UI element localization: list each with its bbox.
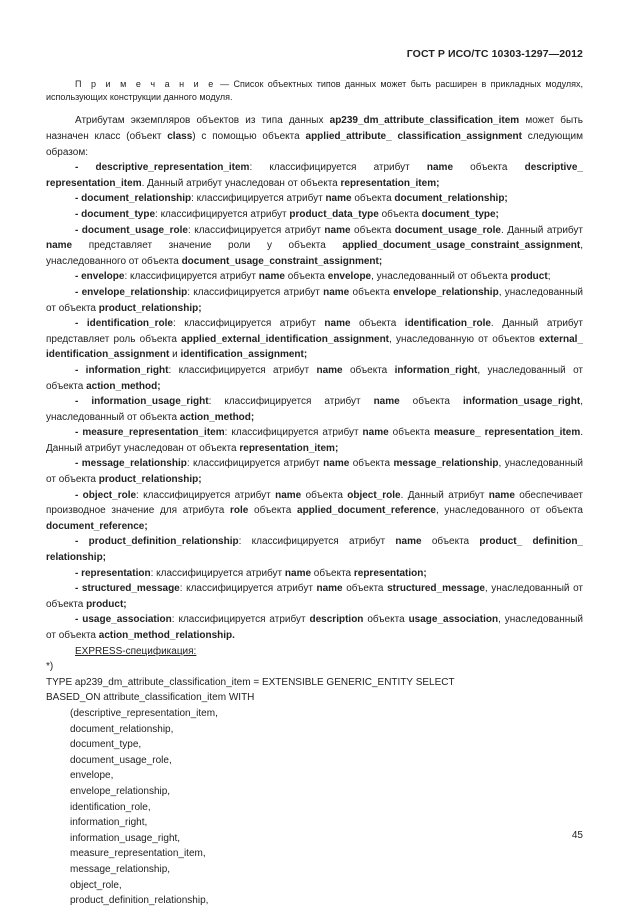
item-term: applied_external_identification_assignment xyxy=(181,333,390,345)
item-term: - identification_role xyxy=(75,318,173,330)
item-text: обеспечивает производное значение для атрибута xyxy=(46,489,583,517)
item-term: product xyxy=(510,271,548,283)
code-line: *) xyxy=(46,661,54,673)
item-term: - product_definition_relationship xyxy=(75,536,239,548)
code-line: (descriptive_representation_item, xyxy=(70,707,218,719)
item-text: объекта xyxy=(363,614,409,626)
item-term: - representation xyxy=(75,567,151,579)
classification-item xyxy=(46,488,583,535)
item-text: объекта xyxy=(453,162,525,174)
item-text: : классифицируется атрибут xyxy=(124,271,259,283)
item-text: : классифицируется атрибут xyxy=(172,318,325,330)
item-term: name xyxy=(373,396,400,408)
item-text: объекта xyxy=(350,224,395,236)
note-text: — Список объектных типов данных может быть расширен в прикладных модулях, использующих конструкции данного модуля. xyxy=(46,79,584,103)
item-term: - information_usage_right xyxy=(75,396,209,408)
item-term: name xyxy=(284,567,312,579)
item-term: - descriptive_representation_item xyxy=(75,162,250,174)
item-term: - usage_association xyxy=(75,614,172,626)
classification-item xyxy=(46,425,583,456)
item-text: объекта xyxy=(378,208,422,220)
item-text: : классифицируется атрибут xyxy=(155,208,290,220)
item-text: , унаследованного от объекта xyxy=(46,240,583,267)
item-term: - document_relationship xyxy=(75,193,192,205)
classification-item xyxy=(46,316,583,363)
classification-item xyxy=(46,612,583,643)
item-text: объекта xyxy=(350,318,405,330)
code-line: BASED_ON attribute_classification_item WITH xyxy=(46,692,255,704)
intro-text: может быть назначен класс (объект xyxy=(46,115,583,142)
item-term: name xyxy=(426,162,454,174)
item-term: action_method; xyxy=(179,411,255,423)
item-term: name xyxy=(258,271,285,283)
document-header: ГОСТ Р ИСО/ТС 10303-1297—2012 xyxy=(406,48,583,60)
item-term: envelope_relationship xyxy=(393,286,499,298)
item-term: applied_document_usage_constraint_assignment xyxy=(342,240,581,252)
item-text: , унаследованный от объекта xyxy=(46,583,583,610)
item-term: document_reference; xyxy=(46,520,148,532)
code-line: product_definition_relationship, xyxy=(70,895,209,907)
item-text: , унаследованный от объекта xyxy=(46,364,583,392)
item-text: : классифицируется атрибут xyxy=(136,489,276,501)
item-text: объекта xyxy=(342,583,388,595)
item-text: : классифицируется атрибут xyxy=(249,162,427,174)
item-text: объекта xyxy=(399,396,463,408)
item-text: объекта xyxy=(342,364,395,376)
item-text: : классифицируется атрибут xyxy=(179,583,317,595)
code-line: document_relationship, xyxy=(70,723,174,735)
express-spec-label: EXPRESS-спецификация: xyxy=(75,645,197,657)
item-term: structured_message xyxy=(387,583,485,595)
code-line: envelope_relationship, xyxy=(70,785,171,797)
item-term: action_method; xyxy=(86,380,161,392)
item-term: descriptive_ representation_item xyxy=(46,162,583,189)
item-term: information_usage_right xyxy=(462,396,581,408)
classification-item xyxy=(46,191,583,207)
item-text: : классифицируется атрибут xyxy=(186,458,324,470)
page-number: 45 xyxy=(571,830,583,841)
item-text: , унаследованного от объекта xyxy=(435,505,583,517)
item-text: , унаследованный от объекта xyxy=(46,286,583,314)
intro-term: ap239_dm_attribute_classification_item xyxy=(329,115,520,127)
item-term: description xyxy=(309,614,364,626)
item-term: name xyxy=(325,193,352,205)
item-text: объекта xyxy=(421,536,480,548)
item-text: : классифицируется атрибут xyxy=(238,536,396,548)
item-text: ; xyxy=(547,271,551,283)
item-term: identification_role xyxy=(404,318,491,330)
code-line: document_usage_role, xyxy=(70,754,172,766)
classification-item xyxy=(46,456,583,487)
classification-item xyxy=(46,269,583,285)
code-line: measure_representation_item, xyxy=(70,848,206,860)
item-term: information_right xyxy=(394,364,478,376)
item-term: name xyxy=(323,286,350,298)
item-term: name xyxy=(362,427,389,439)
item-term: product_relationship; xyxy=(98,302,202,314)
item-term: document_relationship; xyxy=(394,193,508,205)
item-text: : классифицируется атрибут xyxy=(224,427,363,439)
item-term: name xyxy=(323,458,350,470)
item-term: name xyxy=(395,536,422,548)
item-text: объекта xyxy=(311,567,354,579)
item-text: , унаследованную от объектов xyxy=(389,333,540,345)
classification-item xyxy=(46,394,583,425)
code-line: object_role, xyxy=(70,879,122,891)
classification-item xyxy=(46,207,583,223)
express-code-block xyxy=(46,659,583,909)
item-term: applied_document_reference xyxy=(297,505,436,517)
item-term: product_data_type xyxy=(289,208,379,220)
item-term: message_relationship xyxy=(393,458,499,470)
item-term: - structured_message xyxy=(75,583,180,595)
item-text: объекта xyxy=(284,271,328,283)
item-text: : классифицируется атрибут xyxy=(208,396,374,408)
item-term: document_usage_role xyxy=(394,224,501,236)
item-text: : классифицируется атрибут xyxy=(168,364,317,376)
classification-item xyxy=(46,160,583,191)
intro-text: следующим образом: xyxy=(46,131,583,158)
intro-term: applied_attribute_ classification_assignment xyxy=(305,131,522,142)
note-paragraph xyxy=(46,78,583,104)
item-text: : классифицируется атрибут xyxy=(150,567,285,579)
item-text: , унаследованный от объекта xyxy=(371,271,511,283)
item-text: : классифицируется атрибут xyxy=(187,224,325,236)
classification-item xyxy=(46,223,583,270)
item-term: name xyxy=(324,224,351,236)
item-term: - document_type xyxy=(75,208,156,220)
classification-list xyxy=(46,160,583,643)
item-term: - information_right xyxy=(75,364,169,376)
item-text: : классифицируется атрибут xyxy=(187,286,324,298)
document-body xyxy=(46,78,583,909)
item-term: - envelope xyxy=(75,271,125,283)
item-term: name xyxy=(488,489,515,501)
item-text: объекта xyxy=(301,489,348,501)
item-text: объекта xyxy=(248,505,298,517)
code-line: information_right, xyxy=(70,817,148,829)
code-line: document_type, xyxy=(70,739,142,751)
item-term: name xyxy=(46,240,73,252)
classification-item xyxy=(46,534,583,565)
item-term: product_ definition_ relationship; xyxy=(46,536,583,564)
item-text: объекта xyxy=(349,286,394,298)
item-text: и xyxy=(169,349,181,361)
item-term: usage_association xyxy=(408,614,499,626)
item-term: envelope xyxy=(327,271,372,283)
item-text: объекта xyxy=(351,193,395,205)
intro-text: Атрибутам экземпляров объектов из типа данных xyxy=(75,115,330,127)
item-term: name xyxy=(324,318,351,330)
code-line: information_usage_right, xyxy=(70,832,181,844)
item-text: . Данный атрибут унаследован от объекта xyxy=(141,177,341,189)
item-term: product_relationship; xyxy=(98,474,202,486)
item-text: . Данный атрибут представляет роль объекта xyxy=(46,318,583,345)
item-term: name xyxy=(316,364,343,376)
classification-item xyxy=(46,581,583,612)
item-text: , унаследованный от объекта xyxy=(46,458,583,486)
item-term: document_usage_constraint_assignment; xyxy=(181,255,383,267)
item-term: - message_relationship xyxy=(75,458,187,470)
item-term: name xyxy=(316,583,343,595)
item-text: , унаследованный от объекта xyxy=(46,614,584,641)
item-term: action_method_relationship. xyxy=(98,630,235,641)
item-term: document_type; xyxy=(421,208,499,220)
item-term: representation; xyxy=(353,567,427,579)
item-text: : классифицируется атрибут xyxy=(191,193,326,205)
classification-item xyxy=(46,363,583,394)
intro-paragraph xyxy=(46,113,583,160)
classification-item xyxy=(46,285,583,316)
item-text: : классифицируется атрибут xyxy=(171,614,310,626)
item-text: . Данный атрибут xyxy=(500,224,583,236)
item-term: object_role xyxy=(347,489,401,501)
item-term: identification_assignment; xyxy=(180,349,308,361)
item-text: . Данный атрибут унаследован от объекта xyxy=(46,427,583,454)
item-term: measure_ representation_item xyxy=(433,427,581,439)
intro-term: class xyxy=(167,131,193,142)
item-term: representation_item; xyxy=(239,442,339,454)
code-line: TYPE ap239_dm_attribute_classification_item = EXTENSIBLE GENERIC_ENTITY SELECT xyxy=(46,676,455,688)
item-text: представляет значение роли у объекта xyxy=(72,240,343,252)
item-text: , унаследованный от объекта xyxy=(46,396,583,423)
classification-item xyxy=(46,566,583,582)
code-line: envelope, xyxy=(70,770,114,782)
note-label: П р и м е ч а н и е xyxy=(75,79,216,89)
intro-text: ) с помощью объекта xyxy=(192,131,306,142)
item-term: - measure_representation_item xyxy=(75,427,225,439)
item-term: - object_role xyxy=(75,489,137,501)
item-term: - document_usage_role xyxy=(75,224,188,236)
item-term: product; xyxy=(86,598,127,610)
item-term: - envelope_relationship xyxy=(75,286,188,298)
item-text: . Данный атрибут xyxy=(400,489,489,501)
item-text: объекта xyxy=(349,458,394,470)
item-term: role xyxy=(230,505,249,517)
item-term: name xyxy=(275,489,302,501)
code-line: message_relationship, xyxy=(70,863,171,875)
item-text: объекта xyxy=(388,427,434,439)
item-term: external_ identification_assignment xyxy=(46,333,583,361)
code-line: identification_role, xyxy=(70,801,151,813)
item-term: representation_item; xyxy=(340,177,440,189)
